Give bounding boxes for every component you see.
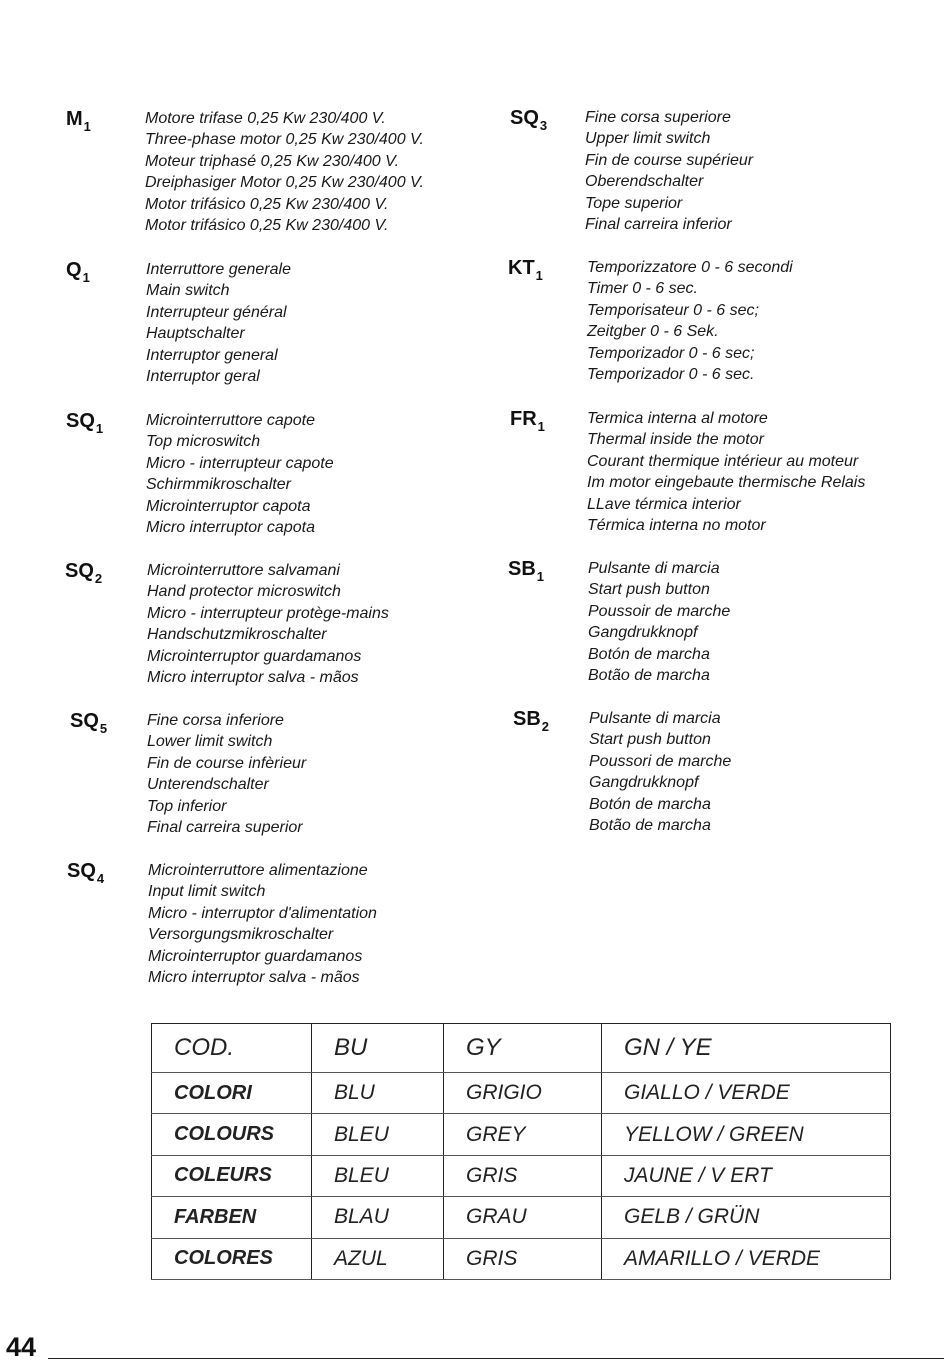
description-line: Térmica interna no motor [587, 517, 766, 535]
table-cell: JAUNE / V ERT [602, 1155, 891, 1196]
description-line: Schirmmikroschalter [146, 476, 291, 494]
component-code: $SQ_2$ [65, 560, 103, 586]
description-line: Hauptschalter [146, 325, 245, 343]
description-line: Thermal inside the motor [587, 431, 764, 449]
component-code: $Q_1$ [66, 259, 90, 285]
description-list [148, 860, 377, 988]
description-line: Motore trifase 0,25 Kw 230/400 V. [145, 110, 386, 127]
description-line: Gangdrukknopf [588, 624, 698, 642]
description-line: Botão de marcha [588, 667, 710, 685]
description-line: Micro interruptor salva - mãos [148, 969, 360, 987]
row-label: FARBEN [152, 1197, 312, 1238]
description-line: Microinterruttore salvamani [147, 562, 340, 579]
row-label: COLORI [152, 1073, 312, 1114]
component-code: $SQ_5$ [70, 710, 108, 736]
description-line: Temporizador 0 - 6 sec; [587, 344, 755, 362]
description-line: Microinterruptor capota [146, 497, 311, 515]
component-code: $SB_1$ [508, 558, 545, 584]
description-line: Termica interna al motore [587, 410, 768, 427]
description-line: Dreiphasiger Motor 0,25 Kw 230/400 V. [145, 174, 424, 192]
description-line: Start push button [588, 581, 710, 599]
component-code: $M_1$ [66, 108, 91, 134]
table-cell: GELB / GRÜN [602, 1197, 891, 1238]
description-line: Gangdrukknopf [589, 774, 699, 792]
description-line: Micro interruptor salva - mãos [147, 669, 359, 687]
description-line: Tope superior [585, 194, 683, 212]
description-line: Oberendschalter [585, 173, 704, 191]
description-list [589, 708, 731, 836]
description-line: Input limit switch [148, 883, 266, 901]
description-line: Main switch [146, 282, 230, 300]
description-line: Three-phase motor 0,25 Kw 230/400 V. [145, 131, 424, 149]
description-line: Interruptor general [146, 346, 278, 364]
table-header-cell: BU [312, 1024, 444, 1073]
table-cell: BLEU [312, 1114, 444, 1155]
table-cell: BLAU [312, 1197, 444, 1238]
description-line: Hand protector microswitch [147, 583, 341, 601]
table-cell: GRIGIO [444, 1073, 602, 1114]
description-line: Upper limit switch [585, 130, 711, 148]
row-label: COLORES [152, 1238, 312, 1279]
table-cell: GRIS [444, 1155, 602, 1196]
footer-rule [48, 1358, 944, 1359]
description-line: Temporisateur 0 - 6 sec; [587, 301, 759, 319]
description-line: Top inferior [147, 797, 227, 815]
table-cell: AZUL [312, 1238, 444, 1279]
description-line: Motor trifásico 0,25 Kw 230/400 V. [145, 195, 389, 213]
description-line: Fin de course infèrieur [147, 754, 307, 772]
description-line: Interruttore generale [146, 261, 291, 278]
description-line: Poussoir de marche [588, 602, 731, 620]
description-list [146, 410, 334, 538]
description-line: Micro interruptor capota [146, 519, 315, 537]
description-line: Handschutzmikroschalter [147, 626, 327, 644]
description-list [145, 108, 424, 236]
description-list [146, 259, 291, 387]
description-line: Microinterruptor guardamanos [148, 947, 363, 965]
description-list [147, 560, 389, 688]
component-code: $SQ_3$ [510, 107, 548, 133]
description-line: Lower limit switch [147, 733, 273, 751]
description-line: Zeitgber 0 - 6 Sek. [587, 323, 719, 341]
description-line: Timer 0 - 6 sec. [587, 280, 698, 298]
table-cell: GRAU [444, 1197, 602, 1238]
description-line: Pulsante di marcia [588, 560, 720, 577]
component-code: $SQ_4$ [67, 860, 105, 886]
table-header-cell: COD. [152, 1024, 312, 1073]
table-cell: YELLOW / GREEN [602, 1114, 891, 1155]
table-row [152, 1073, 891, 1114]
description-line: Interrupteur général [146, 303, 287, 321]
table-cell: AMARILLO / VERDE [602, 1238, 891, 1279]
description-line: Versorgungsmikroschalter [148, 926, 334, 944]
description-line: Botón de marcha [588, 645, 710, 663]
table-cell: GREY [444, 1114, 602, 1155]
description-line: Pulsante di marcia [589, 710, 721, 727]
description-line: Moteur triphasé 0,25 Kw 230/400 V. [145, 152, 400, 170]
description-line: Start push button [589, 731, 711, 749]
description-list [588, 558, 730, 686]
page-number: 44 [6, 1332, 37, 1362]
description-list [587, 257, 793, 385]
description-line: Im motor eingebaute thermische Relais [587, 474, 866, 492]
description-line: Courant thermique intérieur au moteur [587, 452, 859, 470]
description-line: Final carreira superior [147, 819, 303, 837]
component-code: $FR_1$ [510, 408, 545, 434]
description-line: Motor trifásico 0,25 Kw 230/400 V. [145, 217, 389, 235]
table-header-row [152, 1024, 891, 1073]
description-line: Fine corsa inferiore [147, 712, 284, 729]
description-line: Botón de marcha [589, 795, 711, 813]
description-line: Temporizzatore 0 - 6 secondi [587, 259, 793, 276]
description-line: Fin de course supérieur [585, 151, 754, 169]
description-line: Microinterruttore alimentazione [148, 862, 368, 879]
description-line: Microinterruptor guardamanos [147, 647, 362, 665]
description-line: Poussori de marche [589, 752, 732, 770]
description-line: Interruptor geral [146, 368, 260, 386]
table-header-cell: GY [444, 1024, 602, 1073]
description-list [585, 107, 753, 235]
description-list [147, 710, 306, 838]
table-cell: BLU [312, 1073, 444, 1114]
description-line: Microinterruttore capote [146, 412, 315, 429]
row-label: COLOURS [152, 1114, 312, 1155]
row-label: COLEURS [152, 1155, 312, 1196]
table-row [152, 1197, 891, 1238]
table-row [152, 1238, 891, 1279]
description-line: Fine corsa superiore [585, 109, 731, 126]
description-line: Micro - interruptor d'alimentation [148, 904, 377, 922]
table-row [152, 1155, 891, 1196]
description-line: Micro - interrupteur capote [146, 454, 334, 472]
table-header-cell: GN / YE [602, 1024, 891, 1073]
component-code: $SQ_1$ [66, 410, 104, 436]
description-line: Botão de marcha [589, 817, 711, 835]
table-cell: GIALLO / VERDE [602, 1073, 891, 1114]
description-line: Unterendschalter [147, 776, 269, 794]
wire-color-table [151, 1023, 891, 1280]
table-row [152, 1114, 891, 1155]
description-line: Final carreira inferior [585, 216, 732, 234]
component-code: $KT_1$ [508, 257, 543, 283]
description-list [587, 408, 865, 536]
table-cell: GRIS [444, 1238, 602, 1279]
description-line: Temporizador 0 - 6 sec. [587, 366, 755, 384]
description-line: LLave térmica interior [587, 495, 741, 513]
description-line: Micro - interrupteur protège-mains [147, 604, 389, 622]
component-code: $SB_2$ [513, 708, 550, 734]
table-cell: BLEU [312, 1155, 444, 1196]
description-line: Top microswitch [146, 433, 261, 451]
